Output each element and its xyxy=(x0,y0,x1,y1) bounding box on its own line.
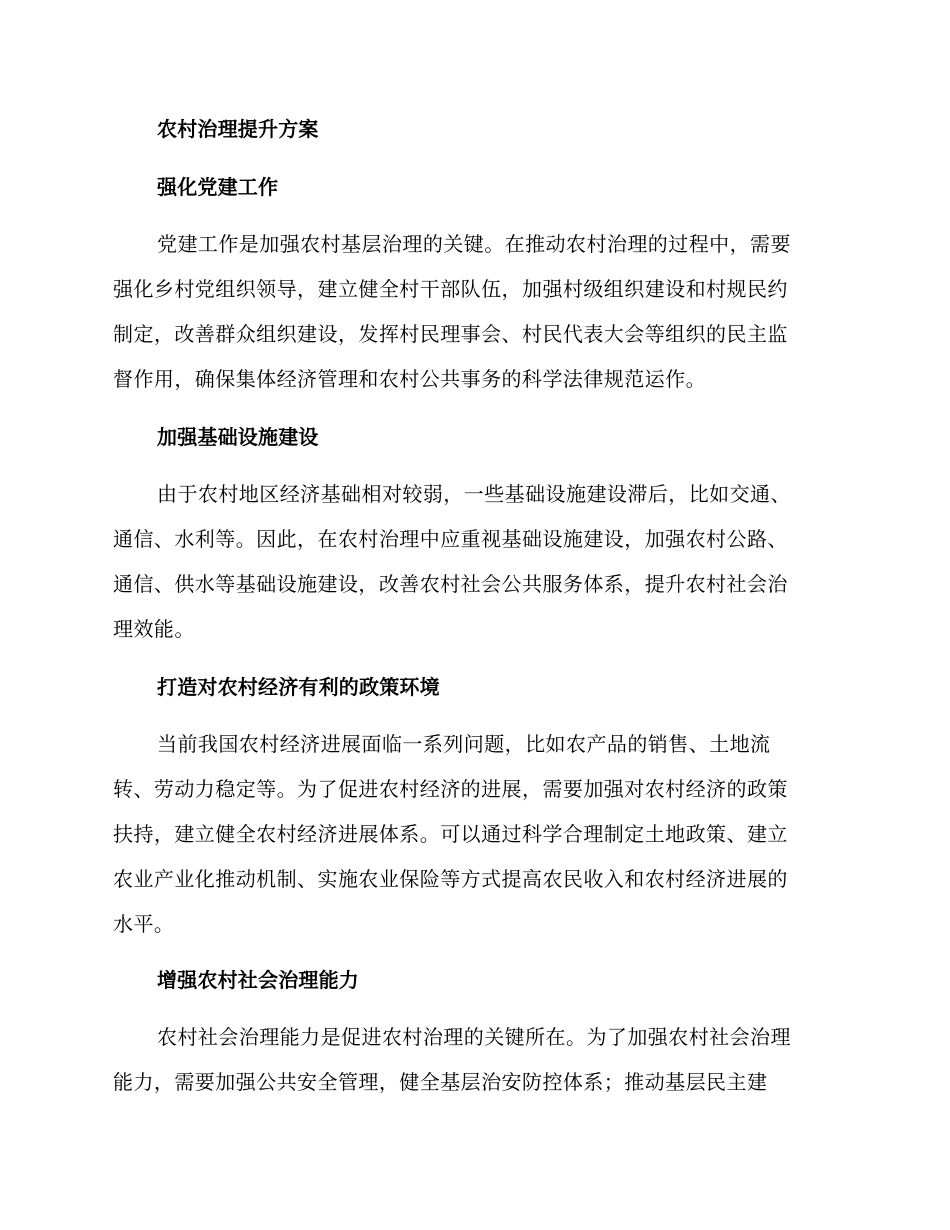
paragraph-line: 当前我国农村经济进展面临一系列问题，比如农产品的销售、土地流 xyxy=(157,732,771,756)
section-heading-economic-policy: 打造对农村经济有利的政策环境 xyxy=(157,675,440,699)
paragraph-line: 扶持，建立健全农村经济进展体系。可以通过科学合理制定土地政策、建立 xyxy=(113,822,788,846)
paragraph-line: 党建工作是加强农村基层治理的关键。在推动农村治理的过程中，需要 xyxy=(157,232,791,256)
section-heading-infrastructure: 加强基础设施建设 xyxy=(157,425,319,449)
paragraph-line: 通信、供水等基础设施建设，改善农村社会公共服务体系，提升农村社会治 xyxy=(113,572,788,596)
paragraph-line: 通信、水利等。因此，在农村治理中应重视基础设施建设，加强农村公路、 xyxy=(113,527,788,551)
paragraph-line: 能力，需要加强公共安全管理，健全基层治安防控体系；推动基层民主建 xyxy=(113,1070,768,1094)
paragraph-line: 强化乡村党组织领导，建立健全村干部队伍，加强村级组织建设和村规民约 xyxy=(113,277,788,301)
section-paragraph-social-governance xyxy=(113,1015,829,1105)
section-paragraph-infrastructure xyxy=(113,472,829,652)
paragraph-line: 理效能。 xyxy=(113,617,195,641)
section-paragraph-party-building xyxy=(113,222,829,402)
section-heading-social-governance: 增强农村社会治理能力 xyxy=(157,968,359,992)
document-title: 农村治理提升方案 xyxy=(157,117,319,141)
paragraph-line: 农村社会治理能力是促进农村治理的关键所在。为了加强农村社会治理 xyxy=(157,1025,791,1049)
paragraph-line: 转、劳动力稳定等。为了促进农村经济的进展，需要加强对农村经济的政策 xyxy=(113,777,788,801)
paragraph-line: 由于农村地区经济基础相对较弱，一些基础设施建设滞后，比如交通、 xyxy=(157,482,791,506)
paragraph-line: 农业产业化推动机制、实施农业保险等方式提高农民收入和农村经济进展的 xyxy=(113,867,788,891)
section-paragraph-economic-policy xyxy=(113,722,829,947)
paragraph-line: 督作用，确保集体经济管理和农村公共事务的科学法律规范运作。 xyxy=(113,367,707,391)
section-heading-party-building: 强化党建工作 xyxy=(157,175,279,199)
paragraph-line: 制定，改善群众组织建设，发挥村民理事会、村民代表大会等组织的民主监 xyxy=(113,322,788,346)
paragraph-line: 水平。 xyxy=(113,912,175,936)
